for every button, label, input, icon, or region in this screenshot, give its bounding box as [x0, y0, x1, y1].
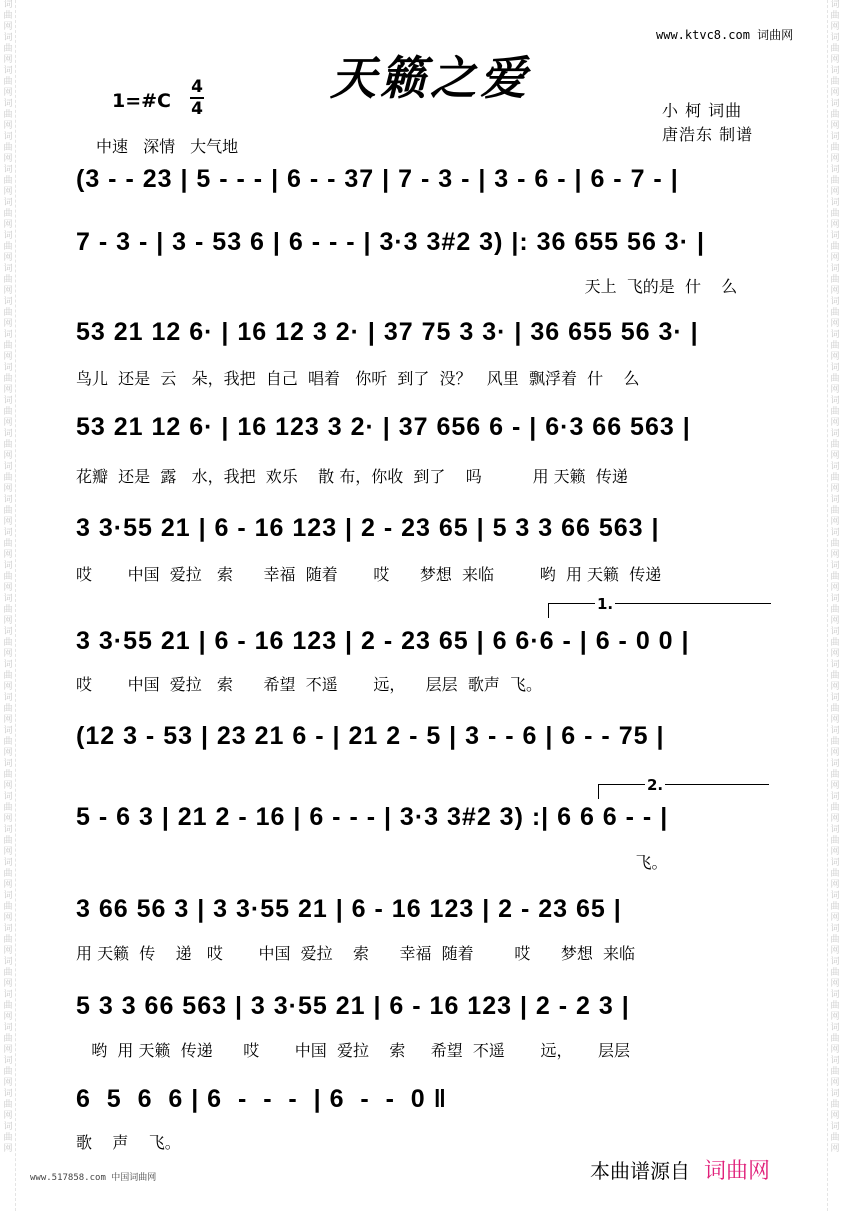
lyric-line-2: 天上 飞的是 什 么 — [76, 277, 738, 296]
meter-top: 4 — [191, 77, 203, 97]
score-line-11: 6 5 6 6 | 6 - - - | 6 - - 0 ‖ — [76, 1085, 448, 1113]
second-ending-label: 2. — [647, 776, 664, 794]
score-line-8: 5 - 6 3 | 21 2 - 16 | 6 - - - | 3·3 3#2 3) :| 6 6 6 - - | — [76, 803, 669, 831]
key-signature: 1=#C — [112, 90, 172, 112]
lyric-line-5: 哎 中国 爱拉 索 幸福 随着 哎 梦想 来临 哟 用 天籁 传递 — [76, 565, 662, 584]
score-line-6: 3 3·55 21 | 6 - 16 123 | 2 - 23 65 | 6 6·6 - | 6 - 0 0 | — [76, 627, 690, 655]
source-brand-link[interactable]: 词曲网 — [704, 1159, 771, 1184]
first-ending-label: 1. — [597, 595, 614, 613]
side-watermark-left: 词曲网词曲网词曲网词曲网词曲网词曲网词曲网词曲网词曲网词曲网词曲网词曲网词曲网词曲网词曲网词曲网词曲网词曲网词曲网词曲网词曲网词曲网词曲网词曲网词曲网词曲网词曲网词曲网词曲网词曲网词曲网词曲网词曲网词曲网词曲网 — [1, 0, 16, 1211]
arranger-credit: 唐浩东 制谱 — [662, 125, 754, 144]
lyric-line-3: 鸟儿 还是 云 朵，我把 自己 唱着 你听 到了 没？ 风里 飘浮着 什 么 — [76, 369, 640, 388]
meter-bottom: 4 — [191, 99, 203, 119]
score-line-5: 3 3·55 21 | 6 - 16 123 | 2 - 23 65 | 5 3 3 66 563 | — [76, 514, 660, 542]
site-watermark-top[interactable]: www.ktvc8.com 词曲网 — [656, 28, 794, 42]
score-line-2: 7 - 3 - | 3 - 53 6 | 6 - - - | 3·3 3#2 3) |: 36 655 56 3· | — [76, 228, 705, 256]
lyric-line-10: 哟 用 天籁 传递 哎 中国 爱拉 索 希望 不遥 远， 层层 — [76, 1041, 630, 1060]
score-line-3: 53 21 12 6· | 16 12 3 2· | 37 75 3 3· | 36 655 56 3· | — [76, 318, 699, 346]
lyricist-credit: 小 柯 词曲 — [662, 101, 743, 120]
first-ending-bracket — [548, 595, 771, 618]
lyric-line-9: 用 天籁 传 递 哎 中国 爱拉 索 幸福 随着 哎 梦想 来临 — [76, 944, 636, 963]
score-line-7: (12 3 - 53 | 23 21 6 - | 21 2 - 5 | 3 - - 6 | 6 - - 75 | — [76, 722, 665, 750]
site-watermark-bottom[interactable]: www.517858.com 中国词曲网 — [30, 1173, 157, 1183]
score-line-1: (3 - - 23 | 5 - - - | 6 - - 37 | 7 - 3 - | 3 - 6 - | 6 - 7 - | — [76, 165, 679, 193]
second-ending-bracket — [598, 776, 769, 799]
score-line-4: 53 21 12 6· | 16 123 3 2· | 37 656 6 - | 6·3 66 563 | — [76, 413, 691, 441]
time-signature — [190, 78, 204, 118]
lyric-line-11: 歌 声 飞。 — [76, 1133, 181, 1152]
lyric-line-4: 花瓣 还是 露 水，我把 欢乐 散 布，你收 到了 吗 用 天籁 传递 — [76, 467, 628, 486]
score-line-9: 3 66 56 3 | 3 3·55 21 | 6 - 16 123 | 2 - 23 65 | — [76, 895, 622, 923]
lyric-line-6: 哎 中国 爱拉 索 希望 不遥 远， 层层 歌声 飞。 — [76, 675, 543, 694]
source-label: 本曲谱源自 — [590, 1159, 690, 1183]
side-watermark-right: 词曲网词曲网词曲网词曲网词曲网词曲网词曲网词曲网词曲网词曲网词曲网词曲网词曲网词曲网词曲网词曲网词曲网词曲网词曲网词曲网词曲网词曲网词曲网词曲网词曲网词曲网词曲网词曲网词曲网词曲网词曲网词曲网词曲网词曲网词曲网 — [827, 0, 842, 1211]
score-line-10: 5 3 3 66 563 | 3 3·55 21 | 6 - 16 123 | 2 - 2 3 | — [76, 992, 630, 1020]
lyric-line-8: 飞。 — [76, 853, 668, 872]
tempo-marking: 中速 深情 大气地 — [96, 137, 239, 156]
source-note — [590, 1154, 770, 1185]
song-title: 天籁之爱 — [330, 51, 530, 105]
